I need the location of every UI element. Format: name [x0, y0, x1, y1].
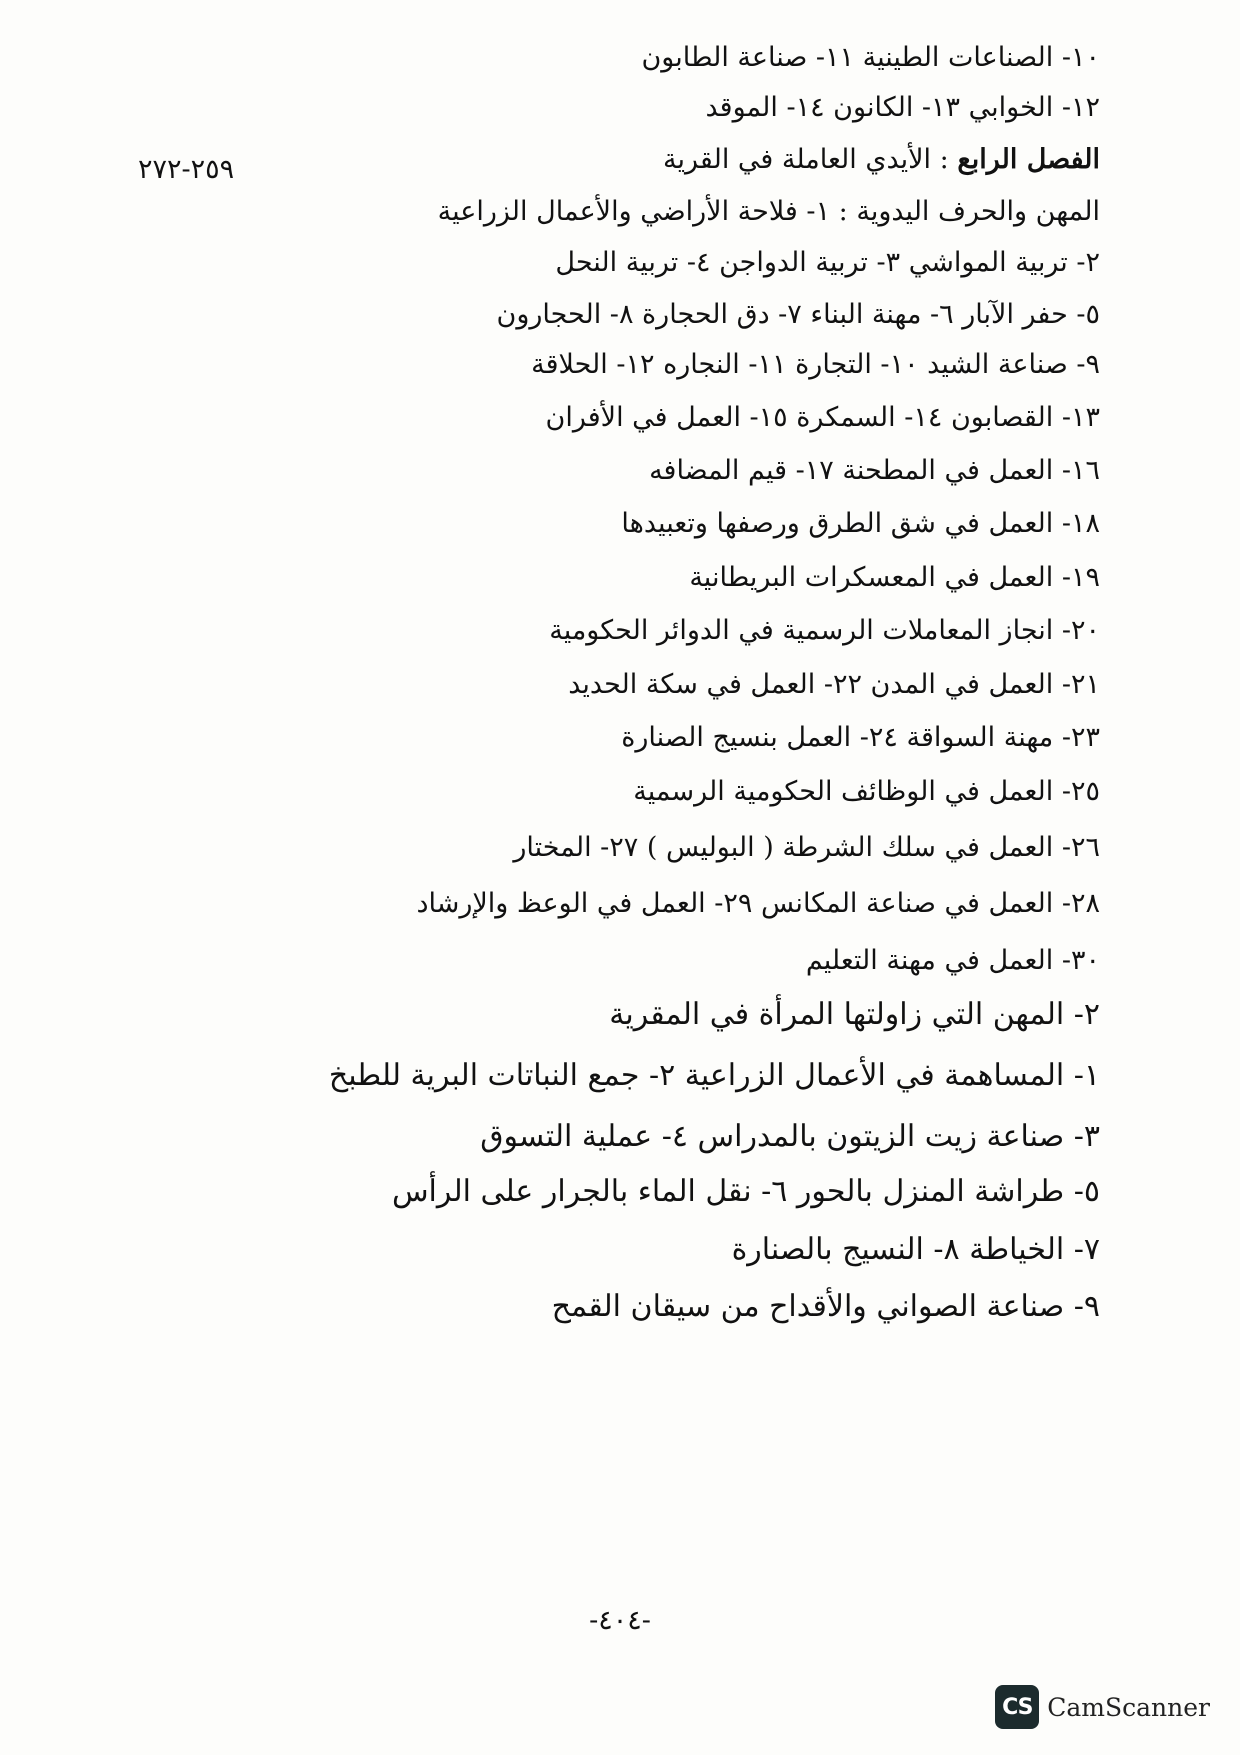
- list-line-13: ٢٣- مهنة السواقة ٢٤- العمل بنسيج الصنارة: [621, 722, 1100, 753]
- list-line-20: ٣- صناعة زيت الزيتون بالمدراس ٤- عملية التسوق: [480, 1119, 1100, 1154]
- camscanner-icon: CS: [995, 1685, 1039, 1729]
- list-line-10: ١٩- العمل في المعسكرات البريطانية: [689, 562, 1100, 593]
- list-line-5: ٥- حفر الآبار ٦- مهنة البناء ٧- دق الحجارة ٨- الحجارون: [496, 299, 1100, 330]
- page-number: -٤٠٤-: [589, 1605, 651, 1636]
- chapter-heading: [663, 140, 1100, 180]
- list-line-2: ١٢- الخوابي ١٣- الكانون ١٤- الموقد: [705, 92, 1100, 123]
- list-line-12: ٢١- العمل في المدن ٢٢- العمل في سكة الحديد: [568, 669, 1100, 700]
- camscanner-brand: CamScanner: [1047, 1692, 1210, 1722]
- list-line-7: ١٣- القصابون ١٤- السمكرة ١٥- العمل في الأفران: [545, 402, 1100, 433]
- page-range: ٢٥٩-٢٧٢: [138, 154, 235, 185]
- list-line-17: ٣٠- العمل في مهنة التعليم: [805, 945, 1100, 976]
- list-line-6: ٩- صناعة الشيد ١٠- التجارة ١١- النجاره ١٢- الحلاقة: [531, 349, 1100, 380]
- list-line-23: ٩- صناعة الصواني والأقداح من سيقان القمح: [551, 1289, 1100, 1324]
- list-line-16: ٢٨- العمل في صناعة المكانس ٢٩- العمل في الوعظ والإرشاد: [416, 888, 1100, 919]
- list-line-11: ٢٠- انجاز المعاملات الرسمية في الدوائر الحكومية: [549, 615, 1100, 646]
- list-line-22: ٧- الخياطة ٨- النسيج بالصنارة: [731, 1232, 1100, 1267]
- list-line-21: ٥- طراشة المنزل بالحور ٦- نقل الماء بالجرار على الرأس: [391, 1174, 1100, 1209]
- chapter-title: : الأيدي العاملة في القرية: [663, 144, 958, 175]
- chapter-label: الفصل الرابع: [957, 144, 1100, 175]
- list-line-15: ٢٦- العمل في سلك الشرطة ( البوليس ) ٢٧- المختار: [513, 832, 1100, 863]
- list-line-3: المهن والحرف اليدوية : ١- فلاحة الأراضي والأعمال الزراعية: [437, 196, 1100, 227]
- list-line-14: ٢٥- العمل في الوظائف الحكومية الرسمية: [633, 776, 1100, 807]
- list-line-1: ١٠- الصناعات الطينية ١١- صناعة الطابون: [641, 42, 1100, 73]
- list-line-8: ١٦- العمل في المطحنة ١٧- قيم المضافه: [649, 455, 1100, 486]
- list-line-19: ١- المساهمة في الأعمال الزراعية ٢- جمع النباتات البرية للطبخ: [328, 1058, 1100, 1093]
- camscanner-watermark: [995, 1685, 1210, 1729]
- list-line-4: ٢- تربية المواشي ٣- تربية الدواجن ٤- تربية النحل: [555, 247, 1100, 278]
- list-line-18: ٢- المهن التي زاولتها المرأة في المقرية: [609, 997, 1100, 1032]
- list-line-9: ١٨- العمل في شق الطرق ورصفها وتعبيدها: [621, 508, 1100, 539]
